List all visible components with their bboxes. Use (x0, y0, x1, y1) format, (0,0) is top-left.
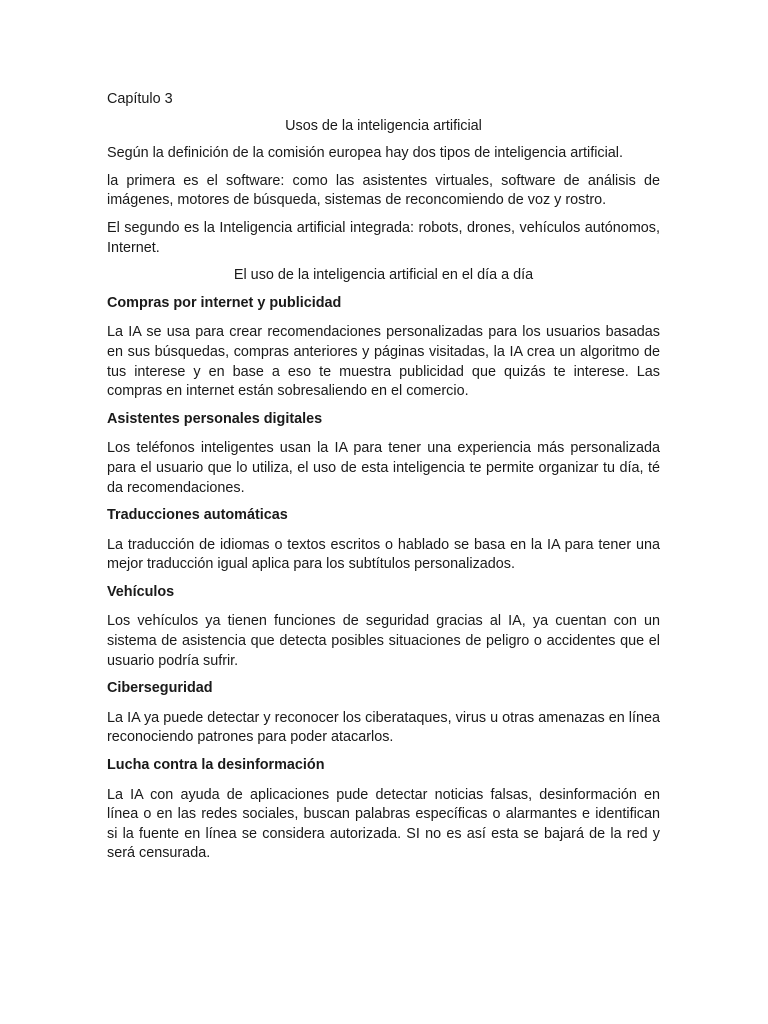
section-heading: Lucha contra la desinformación (107, 757, 325, 774)
section-heading: Asistentes personales digitales (107, 410, 323, 427)
intro-paragraph: Según la definición de la comisión europea hay dos tipos de inteligencia artificial. (107, 145, 623, 162)
section-body: Los teléfonos inteligentes usan la IA para tener una experiencia más personalizada para el usuario que lo utiliza, el uso de esta inteligencia te permite organizar tu día, té da recomendaciones. (107, 440, 660, 496)
section-subtitle: El uso de la inteligencia artificial en el día a día (233, 267, 534, 284)
document-content (107, 90, 660, 872)
section-body: La IA con ayuda de aplicaciones pude detectar noticias falsas, desinformación en línea o en las redes sociales, buscan palabras específicas o alarmantes e identifican si la fuente en línea se considera autorizada. SI no es así esta se bajará de la red y será censurada. (107, 786, 660, 862)
intro-paragraph: El segundo es la Inteligencia artificial integrada: robots, drones, vehículos autónomos, Internet. (107, 219, 660, 256)
section-heading: Compras por internet y publicidad (107, 294, 342, 311)
section-body: Los vehículos ya tienen funciones de seguridad gracias al IA, ya cuentan con un sistema de asistencia que detecta posibles situaciones de peligro o accidentes que el usuario podría sufrir. (107, 613, 660, 669)
chapter-label: Capítulo 3 (107, 91, 173, 107)
intro-paragraph: la primera es el software: como las asistentes virtuales, software de análisis de imágenes, motores de búsqueda, sistemas de reconcomiendo de voz y rostro. (107, 172, 660, 209)
section-heading: Vehículos (107, 583, 175, 600)
section-body: La IA ya puede detectar y reconocer los ciberataques, virus u otras amenazas en línea reconociendo patrones para poder atacarlos. (107, 709, 660, 746)
document-title: Usos de la inteligencia artificial (285, 117, 482, 134)
section-body: La traducción de idiomas o textos escritos o hablado se basa en la IA para tener una mejor traducción igual aplica para los subtítulos personalizados. (107, 536, 660, 573)
section-body: La IA se usa para crear recomendaciones personalizadas para los usuarios basadas en sus búsquedas, compras anteriores y páginas visitadas, la IA crea un algoritmo de tus interese y en base a eso te muestra publicidad que quizás te interese. Las compras en internet están sobresaliendo en el comercio. (107, 324, 660, 400)
section-heading: Ciberseguridad (107, 680, 213, 697)
section-heading: Traducciones automáticas (107, 507, 288, 524)
